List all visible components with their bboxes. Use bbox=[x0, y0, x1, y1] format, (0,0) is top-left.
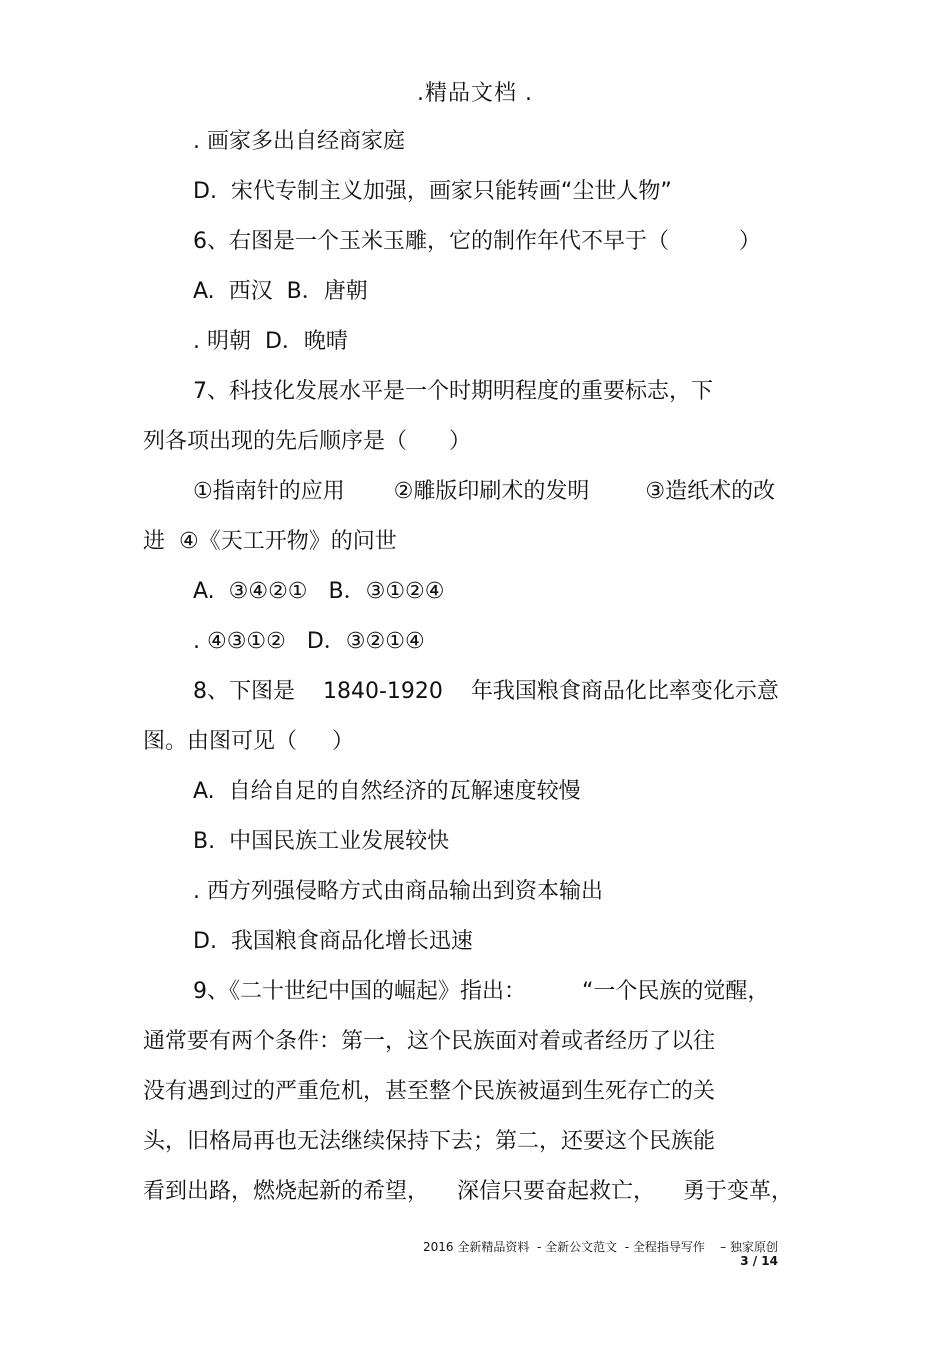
text-line: A. 西汉 B．唐朝 bbox=[193, 279, 368, 304]
footer-text: 2016 全新精品资料 - 全新公文范文 - 全程指导写作 – 独家原创 bbox=[423, 1240, 778, 1254]
text-line: . 明朝 D．晚晴 bbox=[193, 329, 348, 354]
text-line: 7、科技化发展水平是一个时期明程度的重要标志，下 bbox=[193, 379, 713, 404]
text-line: 8、下图是 1840-1920 年我国粮食商品化比率变化示意 bbox=[193, 679, 779, 704]
text-line: D. 我国粮食商品化增长迅速 bbox=[193, 929, 473, 954]
text-line: 9、《二十世纪中国的崛起》指出： “一个民族的觉醒， bbox=[193, 979, 770, 1004]
text-line: ①指南针的应用 ②雕版印刷术的发明 ③造纸术的改 bbox=[193, 479, 776, 504]
text-line: . 画家多出自经商家庭 bbox=[193, 129, 405, 154]
text-line: 头，旧格局再也无法继续保持下去；第二，还要这个民族能 bbox=[143, 1129, 716, 1154]
text-line: . 西方列强侵略方式由商品输出到资本输出 bbox=[193, 879, 603, 904]
text-line: 没有遇到过的严重危机，甚至整个民族被逼到生死存亡的关 bbox=[143, 1079, 716, 1104]
page-number: 3 / 14 bbox=[740, 1254, 778, 1268]
text-line: B. 中国民族工业发展较快 bbox=[193, 829, 450, 854]
text-line: 列各项出现的先后顺序是（ ） bbox=[143, 429, 471, 454]
text-line: . ④③①② D．③②①④ bbox=[193, 629, 425, 654]
text-line: A. 自给自足的自然经济的瓦解速度较慢 bbox=[193, 779, 581, 804]
text-line: 6、右图是一个玉米玉雕，它的制作年代不早于（ ） bbox=[193, 229, 761, 254]
page-header: .精品文档 . bbox=[417, 81, 533, 106]
text-line: 图。由图可见（ ） bbox=[143, 729, 354, 754]
text-line: 进 ④《天工开物》的问世 bbox=[143, 529, 397, 554]
text-line: A. ③④②① B．③①②④ bbox=[193, 579, 445, 604]
text-line: D. 宋代专制主义加强，画家只能转画“尘世人物” bbox=[193, 179, 672, 204]
text-line: 看到出路，燃烧起新的希望， 深信只要奋起救亡， 勇于变革， bbox=[143, 1179, 793, 1204]
text-line: 通常要有两个条件：第一，这个民族面对着或者经历了以往 bbox=[143, 1029, 716, 1054]
